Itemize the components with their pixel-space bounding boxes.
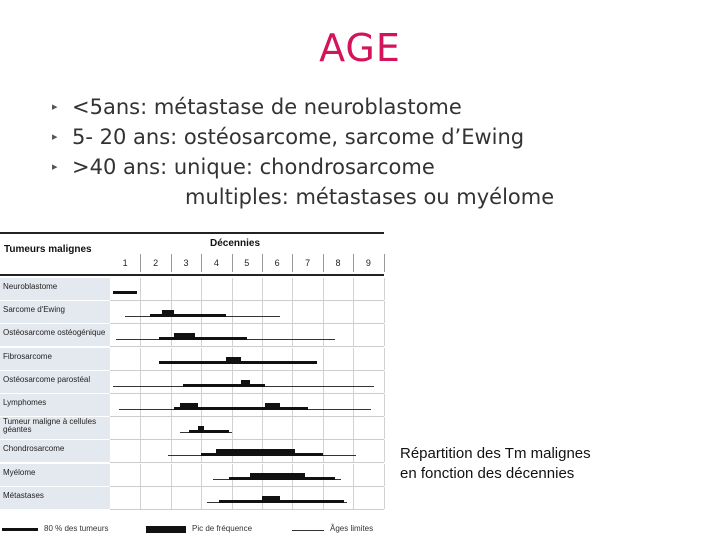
grid-line <box>232 278 233 300</box>
peak-frequency-bar <box>216 449 295 456</box>
legend-peak-bar <box>146 526 186 533</box>
grid-line <box>323 371 324 393</box>
grid-line <box>232 394 233 416</box>
grid-line <box>262 301 263 323</box>
grid-line <box>262 417 263 439</box>
grid-line <box>201 371 202 393</box>
grid-line <box>353 394 354 416</box>
grid-line <box>262 324 263 346</box>
grid-line <box>140 394 141 416</box>
grid-line <box>171 394 172 416</box>
grid-line <box>384 348 385 370</box>
row-grid <box>110 464 384 487</box>
decade-label: 7 <box>305 258 311 268</box>
row-label-cell <box>0 440 110 463</box>
range-80-bar <box>159 337 247 340</box>
row-label-cell <box>0 487 110 510</box>
arrow-bullet-icon: ▸ <box>52 130 58 143</box>
row-grid <box>110 324 384 347</box>
legend-label-peak: Pic de fréquence <box>192 524 253 533</box>
row-grid <box>110 487 384 510</box>
row-grid <box>110 301 384 324</box>
grid-line <box>292 301 293 323</box>
tumor-name: Ostéosarcome parostéal <box>3 374 91 384</box>
arrow-bullet-icon: ▸ <box>52 160 58 173</box>
tumor-name: Ostéosarcome ostéogénique <box>3 328 106 338</box>
peak-frequency-bar <box>174 333 195 340</box>
grid-line <box>171 371 172 393</box>
grid-line <box>323 324 324 346</box>
table-row <box>0 348 384 371</box>
grid-line <box>140 301 141 323</box>
peak-frequency-bar <box>250 473 305 480</box>
grid-line <box>262 278 263 300</box>
grid-line <box>323 278 324 300</box>
decade-divider <box>262 254 263 272</box>
decade-divider <box>292 254 293 272</box>
header-tumors: Tumeurs malignes <box>4 244 92 255</box>
grid-line <box>232 371 233 393</box>
grid-line <box>201 464 202 486</box>
grid-line <box>353 348 354 370</box>
row-label-cell <box>0 464 110 487</box>
grid-line <box>353 464 354 486</box>
grid-line <box>323 301 324 323</box>
grid-line <box>140 371 141 393</box>
grid-line <box>323 487 324 509</box>
bullet-text: >40 ans: unique: chondrosarcome <box>72 155 435 179</box>
grid-line <box>353 371 354 393</box>
grid-line <box>171 348 172 370</box>
grid-line <box>384 371 385 393</box>
grid-line <box>140 278 141 300</box>
decade-label: 4 <box>213 258 219 268</box>
grid-line <box>353 324 354 346</box>
grid-line <box>384 464 385 486</box>
row-grid <box>110 278 384 301</box>
row-label-cell <box>0 278 110 301</box>
table-row <box>0 324 384 347</box>
grid-line <box>171 487 172 509</box>
decade-divider <box>353 254 354 272</box>
tumor-name: Tumeur maligne à cellules géantes <box>3 417 97 435</box>
grid-line <box>323 417 324 439</box>
table-header <box>0 232 384 276</box>
range-80-bar <box>189 430 229 433</box>
caption-line-2: en fonction des décennies <box>400 465 575 482</box>
row-label-cell <box>0 324 110 347</box>
header-decades: Décennies <box>210 238 261 249</box>
decade-divider <box>140 254 141 272</box>
grid-line <box>292 394 293 416</box>
grid-line <box>171 417 172 439</box>
decade-divider <box>171 254 172 272</box>
decade-label: 5 <box>244 258 250 268</box>
decade-divider <box>323 254 324 272</box>
table-row <box>0 464 384 487</box>
grid-line <box>232 301 233 323</box>
table-row <box>0 278 384 301</box>
grid-line <box>323 394 324 416</box>
row-label-cell <box>0 301 110 324</box>
tumor-name: Neuroblastome <box>3 282 58 291</box>
figure-caption <box>400 444 591 484</box>
peak-frequency-bar <box>180 403 198 410</box>
tumor-name: Myélome <box>3 467 36 477</box>
grid-line <box>292 487 293 509</box>
grid-line <box>140 324 141 346</box>
grid-line <box>353 440 354 462</box>
grid-line <box>353 417 354 439</box>
grid-line <box>292 324 293 346</box>
grid-line <box>323 348 324 370</box>
grid-line <box>201 301 202 323</box>
grid-line <box>171 464 172 486</box>
decade-divider <box>232 254 233 272</box>
peak-frequency-bar <box>241 380 250 387</box>
grid-line <box>353 278 354 300</box>
peak-frequency-bar <box>198 426 204 433</box>
table-row <box>0 394 384 417</box>
grid-line <box>262 394 263 416</box>
grid-line <box>384 301 385 323</box>
caption-line-1: Répartition des Tm malignes <box>400 445 591 462</box>
grid-line <box>323 464 324 486</box>
grid-line <box>262 371 263 393</box>
legend <box>0 520 384 540</box>
grid-line <box>353 487 354 509</box>
row-grid <box>110 348 384 371</box>
grid-line <box>171 278 172 300</box>
grid-line <box>384 278 385 300</box>
grid-line <box>140 417 141 439</box>
grid-line <box>171 440 172 462</box>
grid-line <box>201 278 202 300</box>
grid-line <box>201 348 202 370</box>
decade-label: 9 <box>365 258 371 268</box>
tumor-name: Chondrosarcome <box>3 444 65 454</box>
grid-line <box>292 348 293 370</box>
peak-frequency-bar <box>265 403 280 410</box>
grid-line <box>323 440 324 462</box>
grid-line <box>232 464 233 486</box>
grid-line <box>292 417 293 439</box>
grid-line <box>353 301 354 323</box>
peak-frequency-bar <box>162 310 174 317</box>
decade-divider <box>201 254 202 272</box>
grid-line <box>140 440 141 462</box>
grid-line <box>201 324 202 346</box>
tumor-name: Fibrosarcome <box>3 351 52 361</box>
decade-label: 2 <box>153 258 159 268</box>
grid-line <box>201 394 202 416</box>
legend-label-80: 80 % des tumeurs <box>44 524 109 533</box>
range-80-bar <box>183 384 265 387</box>
grid-line <box>384 440 385 462</box>
grid-line <box>140 487 141 509</box>
range-80-bar <box>219 500 344 503</box>
tumor-name: Lymphomes <box>3 398 47 407</box>
row-label-cell <box>0 417 110 440</box>
grid-line <box>262 348 263 370</box>
grid-line <box>201 440 202 462</box>
table-row <box>0 487 384 510</box>
grid-line <box>232 417 233 439</box>
grid-line <box>140 464 141 486</box>
row-grid <box>110 394 384 417</box>
row-label-cell <box>0 371 110 394</box>
grid-line <box>384 417 385 439</box>
bullet-text: multiples: métastases ou myélome <box>185 185 555 209</box>
tumor-name: Sarcome d'Ewing <box>3 305 65 315</box>
legend-thin-line <box>292 530 324 531</box>
decade-label: 6 <box>274 258 280 268</box>
range-80-bar <box>113 291 137 294</box>
grid-line <box>140 348 141 370</box>
grid-line <box>232 487 233 509</box>
table-row <box>0 440 384 463</box>
decade-label: 3 <box>183 258 189 268</box>
bullet-text: 5- 20 ans: ostéosarcome, sarcome d’Ewing <box>72 125 525 149</box>
grid-line <box>292 278 293 300</box>
slide-title: AGE <box>319 26 401 70</box>
tumor-name: Métastases <box>3 490 44 500</box>
row-grid <box>110 417 384 440</box>
grid-line <box>171 324 172 346</box>
tumor-age-table <box>0 232 384 518</box>
table-row <box>0 417 384 440</box>
row-label-cell <box>0 348 110 371</box>
grid-line <box>384 487 385 509</box>
arrow-bullet-icon: ▸ <box>52 100 58 113</box>
legend-label-limits: Âges limites <box>330 524 374 533</box>
grid-line <box>232 324 233 346</box>
legend-thick-line <box>2 528 38 531</box>
row-label-cell <box>0 394 110 417</box>
peak-frequency-bar <box>226 357 241 364</box>
table-row <box>0 371 384 394</box>
peak-frequency-bar <box>262 496 280 503</box>
bullet-text: <5ans: métastase de neuroblastome <box>72 95 462 119</box>
grid-line <box>292 371 293 393</box>
decade-label: 1 <box>122 258 128 268</box>
decade-divider <box>384 254 385 272</box>
grid-line <box>384 394 385 416</box>
grid-line <box>384 324 385 346</box>
grid-line <box>201 487 202 509</box>
decade-label: 8 <box>335 258 341 268</box>
table-row <box>0 301 384 324</box>
